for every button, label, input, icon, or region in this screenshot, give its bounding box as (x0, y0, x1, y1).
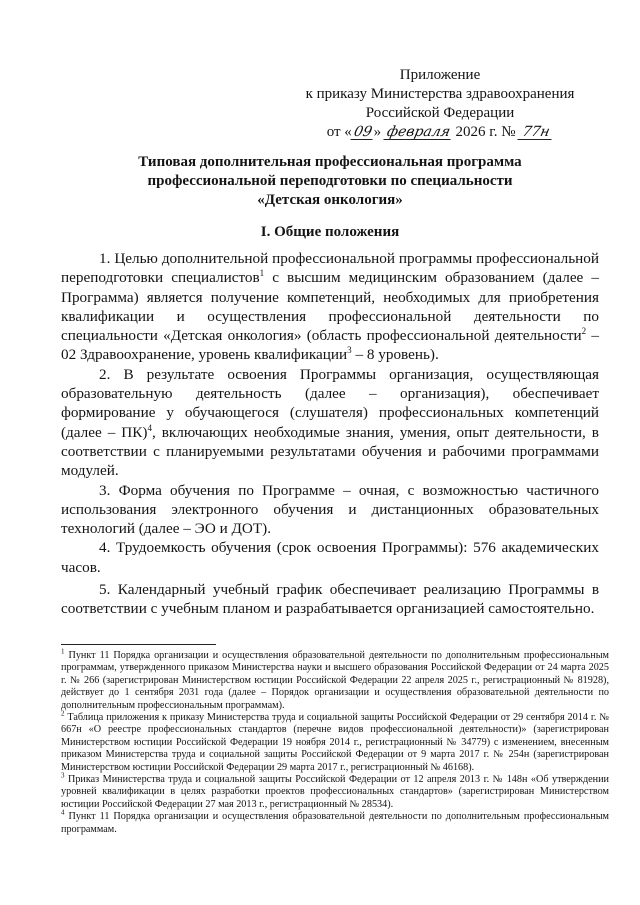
section-heading: I. Общие положения (260, 224, 400, 240)
paragraph-1-text-a: 1. Целью дополнительной профессиональной программы профессиональной переподготовки специалистов (61, 250, 599, 287)
paragraph-1-text-c: – 02 Здравоохранение, уровень квалификации (61, 327, 599, 364)
footnote-1 (61, 647, 609, 712)
paragraph-3: 3. Форма обучения по Программе – очная, с возможностью частичного использования электронного обучения и дистанционных образовательных технологий (далее – ЭО и ДОТ). (61, 481, 599, 538)
document-body (61, 249, 599, 619)
paragraph-5: 5. Календарный учебный график обеспечивает реализацию Программы в соответствии с учебным планом и разрабатывается организацией самостоятельно. (61, 581, 599, 618)
order-reference: к приказу Министерства здравоохранения (305, 86, 575, 102)
footnote-ref-4: 4 (147, 422, 152, 433)
paragraph-2-text-b: , включающих необходимые знания, умения, опыт деятельности, в соответствии с планируемыми результатами обучения и рабочими программами модулей. (61, 423, 599, 480)
footnote-3-mark: 3 (61, 771, 65, 780)
order-date-line (300, 123, 580, 142)
footnote-1-text: Пункт 11 Порядка организации и осуществления образовательной деятельности по дополнительным профессиональным программам, утвержденного приказом Министерства науки и высшего образования Российской Федерации от 24 марта 2025 г. № 266 (зарегистрирован Министерством юстиции Российской Федерации 22 апреля 2025 г., регистрационный № 81928), действует до 1 сентября 2031 года (далее – Порядок организации и осуществления образовательной деятельности по дополнительным профессиональным программам). (61, 650, 609, 711)
paragraph-1 (61, 249, 599, 365)
footnote-divider (61, 644, 216, 645)
handwritten-day: 09 (352, 124, 374, 140)
footnote-3 (61, 771, 609, 811)
title-line-2: профессиональной переподготовки по специальности (147, 173, 513, 189)
paragraph-1-text-b: с высшим медицинским образованием (далее – Программа) является получение компетенций, необходимых для приобретения квалификации и осуществления профессиональной деятельности по специальности «Детская онкология» (область профессиональной деятельности (61, 269, 599, 345)
footnote-1-mark: 1 (61, 647, 65, 656)
country-name: Российской Федерации (365, 105, 515, 121)
paragraph-2 (61, 365, 599, 481)
footnote-2-mark: 2 (61, 709, 65, 718)
footnote-ref-3: 3 (347, 345, 352, 356)
document-title (60, 153, 600, 210)
footnote-3-text: Приказ Министерства труда и социальной защиты Российской Федерации от 12 апреля 2013 г. № 148н «Об утверждении уровней квалификации в целях разработки проектов профессиональных стандартов» (зарегистрирован Министерством юстиции Российской Федерации 27 мая 2013 г., регистрационный № 28534). (61, 774, 609, 810)
footnote-ref-2: 2 (581, 326, 587, 337)
footnote-4-text: Пункт 11 Порядка организации и осуществления образовательной деятельности по дополнительным профессиональным программам. (61, 811, 609, 835)
title-line-1: Типовая дополнительная профессиональная программа (138, 154, 522, 170)
handwritten-order-number: 77н (518, 125, 555, 140)
footnote-2 (61, 709, 609, 774)
paragraph-4: 4. Трудоемкость обучения (срок освоения Программы): 576 академических часов. (61, 539, 599, 576)
approval-header (300, 66, 580, 142)
appendix-label: Приложение (399, 67, 481, 83)
paragraph-1-text-d: – 8 уровень). (351, 346, 439, 364)
footnote-4-mark: 4 (61, 808, 65, 817)
title-line-3: «Детская онкология» (257, 192, 403, 208)
footnote-2-text: Таблица приложения к приказу Министерства труда и социальной защиты Российской Федерации от 29 сентября 2014 г. № 667н «О реестре профессиональных стандартов (перечне видов профессиональной деятельности)» (зарегистрирован Министерством юстиции Российской Федерации 19 ноября 2014 г., регистрационный № 34779) с изменением, внесенным приказом Министерства труда и социальной защиты Российской Федерации от 9 марта 2017 г. № 254н (зарегистрирован Министерством юстиции Российской Федерации 29 марта 2017 г., регистрационный № 46168). (61, 712, 609, 773)
footnote-ref-1: 1 (259, 268, 265, 279)
date-prefix: от « (326, 124, 352, 140)
handwritten-month: февраля (385, 124, 452, 140)
footnotes (61, 647, 609, 836)
paragraph-2-text-a: 2. В результате освоения Программы организация, осуществляющая образовательную деятельность (далее – организация), обеспечивает формирование у обучающегося (слушателя) профессиональных компетенций (далее – ПК) (61, 365, 599, 441)
date-separator: » (373, 124, 385, 140)
footnote-4 (61, 808, 609, 836)
date-year: 2026 г. № (451, 124, 520, 140)
